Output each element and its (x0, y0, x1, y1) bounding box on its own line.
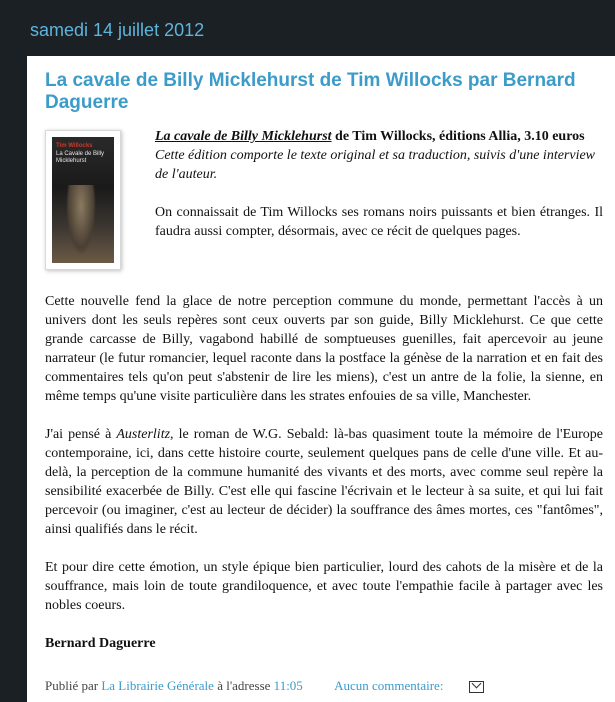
book-title-link[interactable]: La cavale de Billy Micklehurst (155, 129, 332, 144)
post-body (45, 292, 603, 672)
p2-book-reference: Austerlitz (116, 427, 171, 442)
author-link[interactable]: La Librairie Générale (101, 678, 214, 693)
at-time-label: à l'adresse (213, 678, 274, 693)
body-paragraph-1: Cette nouvelle fend la glace de notre perception commune du monde, permettant l'accès à un univers dont les seuls repères sont ceux ouverts par son guide, Billy Micklehurst. Ce que cette grande carcasse de Billy, vagabond habillé de somptueuses guenilles, fait apercevoir au jeune narrateur (le futur romancier, lequel raconte dans la postface la génèse de la narration et en fait des commentaires tels qu'on peut s'abstenir de lire les miens), c'est un antre de la folie, la sienne, en même temps qu'une visite particulière dans les strates enfouies de sa ville, Manchester. (45, 294, 603, 404)
date-header: samedi 14 juillet 2012 (30, 20, 205, 40)
p2-start: J'ai pensé à (45, 427, 117, 442)
email-post-icon[interactable] (469, 681, 484, 693)
author-signature: Bernard Daguerre (45, 636, 156, 651)
post-intro (155, 127, 603, 241)
blog-post (27, 56, 615, 702)
p2-rest: , le roman de W.G. Sebald: là-bas quasiment toute la mémoire de l'Europe contemporaine, ici, dans cette histoire courte, seulement quelques pans de celle d'une ville. Et au-delà, la perception de la commune humanité des vivants et des morts, avec comme seul repère la sensibilité exacerbée de Billy. C'est elle qui fascine l'écrivain et le lecteur à sa suite, et qui lui fait percevoir (ou imaginer, c'est au lecteur de décider) la souffrance des âmes mortes, ces "fantômes", ainsi qualifiés dans le récit. (45, 427, 604, 537)
body-paragraph-3: Et pour dire cette émotion, un style épique bien particulier, lourd des cahots de la misère et de la souffrance, mais loin de toute grandiloquence, et avec toute l'empathie facile à partager avec les nobles coeurs. (45, 560, 603, 613)
cover-figure (66, 185, 96, 255)
edition-note: Cette édition comporte le texte original et sa traduction, suivis d'une interview de l'auteur. (155, 148, 596, 182)
book-cover-image[interactable] (45, 130, 121, 270)
post-footer (45, 678, 603, 694)
date-bar (0, 0, 615, 56)
post-title[interactable]: La cavale de Billy Micklehurst de Tim Willocks par Bernard Daguerre (45, 70, 576, 113)
book-cover (52, 137, 114, 263)
body-paragraph-2 (45, 425, 603, 539)
post-time-link[interactable]: 11:05 (273, 678, 303, 693)
cover-author: Tim Willocks (56, 143, 93, 149)
published-by-label: Publié par (45, 678, 102, 693)
cover-title: La Cavale de Billy Micklehurst (56, 151, 105, 164)
book-reference (155, 127, 603, 146)
intro-paragraph: On connaissait de Tim Willocks ses romans noirs puissants et bien étranges. Il faudra aussi compter, désormais, avec ce récit de quelques pages. (155, 205, 603, 239)
comments-link[interactable]: Aucun commentaire: (334, 678, 444, 693)
book-meta: de Tim Willocks, éditions Allia, 3.10 euros (331, 129, 585, 144)
